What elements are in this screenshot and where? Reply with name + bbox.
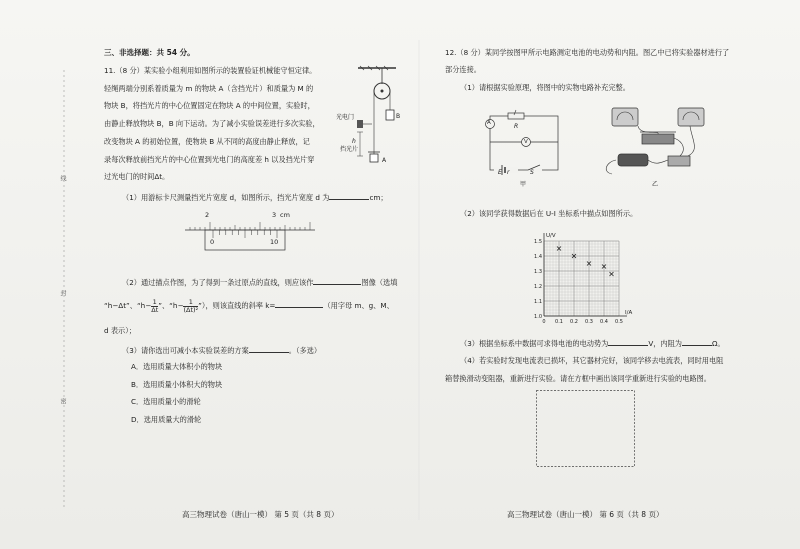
circuit-label-jia: 甲 [520, 181, 527, 188]
margin-seal-seal: 封 [59, 290, 66, 296]
right-footer: 高三物理试卷（唐山一模） 第 6 页（共 8 页） [507, 510, 664, 519]
q11-option-C: C．选用质量小的滑轮 [131, 397, 201, 406]
circuit-label-S: S [530, 169, 534, 176]
q11-part1-blank[interactable] [329, 192, 369, 200]
q12-part3-suffix: Ω。 [712, 339, 725, 348]
q11-part2-line2 [104, 298, 394, 314]
circuit-label-E: E [498, 169, 502, 176]
fig-label-h: h [352, 138, 356, 145]
q11-part2-blank-graph[interactable] [313, 277, 361, 285]
vernier-caliper-figure [185, 220, 315, 256]
q11-line-3: 物块 B，将挡光片的中心位置固定在物块 A 的中间位置，实验时， [104, 101, 315, 110]
caliper-vernier-0: 0 [210, 238, 215, 246]
q12-part3 [460, 338, 725, 348]
q11-part3-text: （3）请你选出可减小本实验误差的方案 [122, 346, 249, 355]
q11-part2-opt1: “h−Δt”、“h− [104, 301, 152, 310]
fig-label-B: B [396, 113, 401, 120]
margin-dotted-line [63, 70, 67, 510]
q11-part1-text: （1）用游标卡尺测量挡光片宽度 d，如图所示，挡光片宽度 d 为 [122, 193, 330, 202]
q11-part1-unit: cm； [369, 193, 388, 202]
q11-option-A: A．选用质量大体积小的物块 [131, 362, 223, 371]
q12-part4-line1: （4）若实验时发现电流表已损坏，其它器材完好，该同学移去电流表，同时用电阻 [460, 356, 724, 365]
q11-part2-line1 [122, 277, 397, 287]
q12-part4-line2: 箱替换滑动变阻器，重新进行实验。请在方框中画出该同学重新进行实验的电路图。 [445, 374, 711, 383]
y-tick-label: 1.4 [534, 254, 542, 260]
left-footer: 高三物理试卷（唐山一模） 第 5 页（共 8 页） [182, 510, 339, 519]
margin-seal-secret: 密 [59, 398, 66, 404]
q12-part3-mid: V，内阻为 [648, 339, 682, 348]
q12-part3-text: （3）根据坐标系中数据可求得电池的电动势为 [460, 339, 609, 348]
q11-part2-line3: d 表示）； [104, 326, 136, 335]
frac-1-den: Δt [151, 305, 159, 314]
q11-part2-blank-slope[interactable] [275, 300, 323, 308]
q11-part3-suffix: 。（多选） [288, 346, 322, 355]
q12-line-2: 部分连接。 [445, 65, 481, 74]
circuit-label-V: V [524, 139, 528, 145]
q11-part3-blank[interactable] [249, 345, 289, 353]
y-tick-label: 1.0 [534, 314, 542, 320]
x-tick-label: 0.3 [585, 319, 593, 325]
x-tick-label: 0.5 [615, 319, 623, 325]
q11-part2-opt2: ”、“h− [158, 301, 184, 310]
y-tick-label: 1.5 [534, 239, 542, 245]
circuit-label-A: A [487, 120, 491, 126]
page-divider [418, 40, 420, 520]
q11-option-B: B．选用质量小体积大的物块 [131, 380, 223, 389]
q11-part1 [122, 192, 388, 202]
physical-apparatus-yi [600, 100, 720, 180]
frac-2-den: (Δt)² [183, 305, 199, 314]
y-tick-label: 1.3 [534, 269, 542, 275]
q11-option-D: D．选用质量大的滑轮 [131, 415, 202, 424]
circuit-answer-box[interactable] [536, 390, 636, 468]
caliper-main-3: 3 [272, 211, 277, 219]
fig-label-A: A [382, 157, 387, 164]
q11-part2-opt3: ”），则该直线的斜率 k= [198, 301, 276, 310]
section-title: 三、非选择题：共 54 分。 [104, 48, 195, 57]
x-tick-label: 0.2 [570, 319, 578, 325]
x-tick-label: 0.4 [600, 319, 608, 325]
caliper-main-2: 2 [205, 211, 210, 219]
x-tick-label: 0 [542, 319, 546, 325]
x-axis-label: I/A [625, 310, 633, 316]
circuit-label-r: r [507, 169, 510, 176]
q12-part1: （1）请根据实验原理，将图中的实物电路补充完整。 [460, 83, 630, 92]
y-tick-label: 1.2 [534, 284, 542, 290]
q11-line-1: 11.（8 分）某实验小组利用如图所示的装置验证机械能守恒定律。 [104, 66, 317, 75]
frac-2-num: 1 [183, 299, 198, 307]
caliper-unit: cm [280, 211, 290, 219]
caliper-vernier-10: 10 [270, 238, 279, 246]
q11-part3 [122, 345, 321, 355]
fig-label-shade: 挡光片 [340, 146, 359, 153]
q12-resistance-blank[interactable] [682, 338, 712, 346]
margin-seal-line: 线 [59, 175, 66, 181]
q11-part2-mid: 图像（选填 [361, 278, 398, 287]
q11-line-4: 由静止释放物块 B，B 向下运动。为了减小实验误差进行多次实验， [104, 119, 320, 128]
y-tick-label: 1.1 [534, 299, 542, 305]
q11-line-5: 改变物块 A 的初始位置，使物块 B 从不同的高度由静止释放，记 [104, 137, 310, 146]
q11-part2-suffix: （用字母 m、g、M、 [323, 301, 394, 310]
y-axis-label: U/V [546, 233, 556, 239]
q12-emf-blank[interactable] [608, 338, 648, 346]
fig-label-gate: 光电门 [336, 114, 355, 121]
circuit-label-R: R [514, 123, 519, 130]
circuit-label-yi: 乙 [652, 181, 659, 188]
q11-line-2: 轻绳两端分别系着质量为 m 的物块 A（含挡光片）和质量为 M 的 [104, 84, 314, 93]
q12-part2: （2）该同学获得数据后在 U-I 坐标系中描点如图所示。 [460, 209, 638, 218]
x-tick-label: 0.1 [555, 319, 563, 325]
q12-line-1: 12.（8 分）某同学按图甲所示电路测定电池的电动势和内阻。图乙中已将实验器材进行了 [445, 48, 730, 57]
q11-line-7: 过光电门的时间Δt。 [104, 172, 170, 181]
frac-1-num: 1 [152, 297, 157, 306]
q11-line-6: 录每次释放前挡光片的中心位置到光电门的高度差 h 以及挡光片穿 [104, 155, 315, 164]
u-i-graph [528, 228, 638, 328]
frac-1-over-dt2 [183, 299, 198, 314]
q11-part2-text: （2）通过描点作图，为了得到一条过原点的直线，则应该作 [122, 278, 314, 287]
